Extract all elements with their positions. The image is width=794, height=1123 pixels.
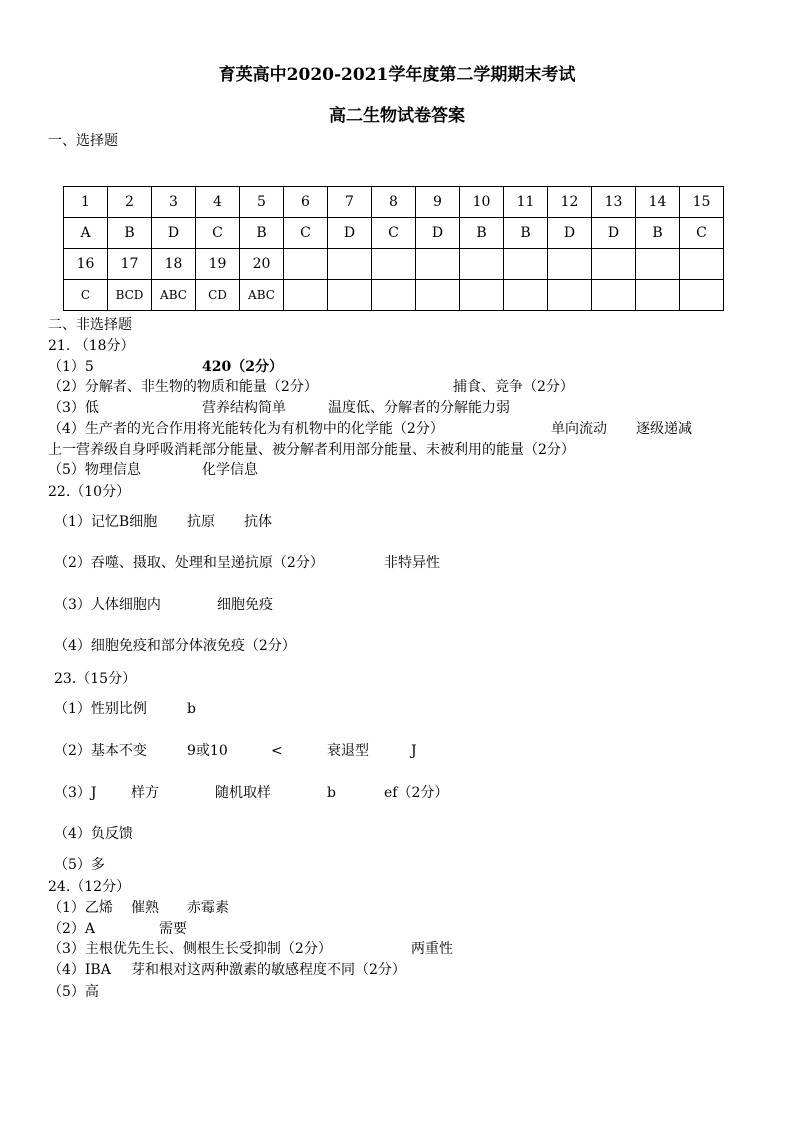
answer-table: [63, 186, 724, 311]
table-cell: [504, 249, 548, 280]
table-cell: [372, 280, 416, 311]
table-cell: C: [64, 280, 108, 311]
table-cell: 17: [108, 249, 152, 280]
q21-answer: 上一营养级自身呼吸消耗部分能量、被分解者利用部分能量、未被利用的能量（2分）: [48, 442, 575, 458]
table-cell: D: [592, 218, 636, 249]
q21-answer: 420（2分）: [202, 359, 283, 375]
table-cell: 11: [504, 187, 548, 218]
table-cell: [592, 249, 636, 280]
table-cell: B: [636, 218, 680, 249]
table-cell: [636, 280, 680, 311]
q24-answer: 两重性: [411, 941, 453, 957]
table-cell: 8: [372, 187, 416, 218]
document-subtitle: 高二生物试卷答案: [329, 106, 465, 126]
table-cell: B: [108, 218, 152, 249]
section-heading-nonchoice: 二、非选择题: [48, 317, 132, 333]
table-cell: B: [240, 218, 284, 249]
q22-answer: （1）记忆B细胞: [54, 514, 158, 530]
table-cell: [504, 280, 548, 311]
q22-answer: 抗体: [244, 514, 272, 530]
q22-answer: （4）细胞免疫和部分体液免疫（2分）: [54, 638, 296, 654]
q24-answer: 需要: [159, 921, 187, 937]
table-cell: [592, 280, 636, 311]
q22-answer: （3）人体细胞内: [54, 597, 161, 613]
table-cell: ABC: [152, 280, 196, 311]
table-cell: [680, 249, 724, 280]
table-cell: C: [680, 218, 724, 249]
table-cell: 13: [592, 187, 636, 218]
table-row: [64, 187, 724, 218]
table-cell: [680, 280, 724, 311]
table-cell: B: [460, 218, 504, 249]
table-cell: 3: [152, 187, 196, 218]
table-cell: D: [548, 218, 592, 249]
q21-answer: 捕食、竞争（2分）: [453, 379, 574, 395]
table-cell: 12: [548, 187, 592, 218]
table-cell: D: [328, 218, 372, 249]
table-cell: 6: [284, 187, 328, 218]
table-cell: A: [64, 218, 108, 249]
q23-answer: <: [271, 743, 283, 759]
q21-answer: 温度低、分解者的分解能力弱: [328, 400, 510, 416]
table-row: [64, 218, 724, 249]
table-cell: [460, 249, 504, 280]
q24-answer: （1）乙烯: [48, 900, 113, 916]
q21-answer: 逐级递减: [636, 421, 692, 437]
table-row: [64, 280, 724, 311]
q24-answer: （3）主根优先生长、侧根生长受抑制（2分）: [48, 941, 332, 957]
table-cell: [328, 280, 372, 311]
q22-header: 22.（10分）: [48, 484, 131, 500]
table-cell: 10: [460, 187, 504, 218]
q23-answer: J: [411, 743, 417, 759]
table-cell: [460, 280, 504, 311]
q23-answer: （4）负反馈: [54, 826, 133, 842]
table-cell: [416, 280, 460, 311]
q23-answer: 衰退型: [327, 743, 369, 759]
q21-header: 21. （18分）: [48, 338, 135, 354]
q23-answer: 随机取样: [215, 785, 271, 801]
q24-answer: （4）IBA: [48, 962, 111, 978]
table-cell: C: [372, 218, 416, 249]
q23-answer: （2）基本不变: [54, 743, 147, 759]
q22-answer: （2）吞噬、摄取、处理和呈递抗原（2分）: [54, 555, 324, 571]
q24-answer: （2）A: [48, 921, 96, 937]
table-cell: 7: [328, 187, 372, 218]
table-cell: 2: [108, 187, 152, 218]
q23-answer: b: [327, 785, 336, 801]
q23-answer: b: [187, 701, 196, 717]
q24-answer: 赤霉素: [187, 900, 229, 916]
table-cell: CD: [196, 280, 240, 311]
table-cell: 19: [196, 249, 240, 280]
table-cell: 20: [240, 249, 284, 280]
table-cell: 16: [64, 249, 108, 280]
table-cell: [372, 249, 416, 280]
q21-answer: （3）低: [48, 400, 99, 416]
table-cell: 4: [196, 187, 240, 218]
q23-answer: 9或10: [187, 743, 228, 759]
q23-answer: ef（2分）: [384, 785, 449, 801]
q21-answer: （4）生产者的光合作用将光能转化为有机物中的化学能（2分）: [48, 421, 444, 437]
q23-header: 23.（15分）: [54, 671, 137, 687]
table-cell: [636, 249, 680, 280]
q24-answer: 芽和根对这两种激素的敏感程度不同（2分）: [131, 962, 406, 978]
table-cell: [284, 249, 328, 280]
q21-answer: 化学信息: [202, 462, 258, 478]
table-cell: BCD: [108, 280, 152, 311]
table-cell: C: [196, 218, 240, 249]
q23-answer: （3）J: [54, 785, 97, 801]
q24-header: 24.（12分）: [48, 879, 131, 895]
table-cell: D: [416, 218, 460, 249]
q21-answer: （1）5: [48, 359, 94, 375]
table-cell: ABC: [240, 280, 284, 311]
table-cell: 14: [636, 187, 680, 218]
table-cell: [548, 280, 592, 311]
q22-answer: 抗原: [187, 514, 215, 530]
q21-answer: 单向流动: [551, 421, 607, 437]
table-cell: 9: [416, 187, 460, 218]
q23-answer: （1）性别比例: [54, 701, 147, 717]
q21-answer: （5）物理信息: [48, 462, 141, 478]
q22-answer: 细胞免疫: [217, 597, 273, 613]
table-cell: 5: [240, 187, 284, 218]
table-cell: [416, 249, 460, 280]
table-cell: 1: [64, 187, 108, 218]
table-cell: [284, 280, 328, 311]
table-cell: C: [284, 218, 328, 249]
q21-answer: （2）分解者、非生物的物质和能量（2分）: [48, 379, 318, 395]
q22-answer: 非特异性: [384, 555, 440, 571]
table-cell: B: [504, 218, 548, 249]
q24-answer: 催熟: [131, 900, 159, 916]
table-cell: [548, 249, 592, 280]
q23-answer: （5）多: [54, 857, 105, 873]
document-title: 育英高中2020-2021学年度第二学期期末考试: [218, 65, 576, 85]
q21-answer: 营养结构简单: [202, 400, 286, 416]
q24-answer: （5）高: [48, 984, 99, 1000]
table-cell: 15: [680, 187, 724, 218]
section-heading-choice: 一、选择题: [48, 133, 118, 149]
table-cell: [328, 249, 372, 280]
q23-answer: 样方: [131, 785, 159, 801]
table-cell: D: [152, 218, 196, 249]
table-row: [64, 249, 724, 280]
table-cell: 18: [152, 249, 196, 280]
